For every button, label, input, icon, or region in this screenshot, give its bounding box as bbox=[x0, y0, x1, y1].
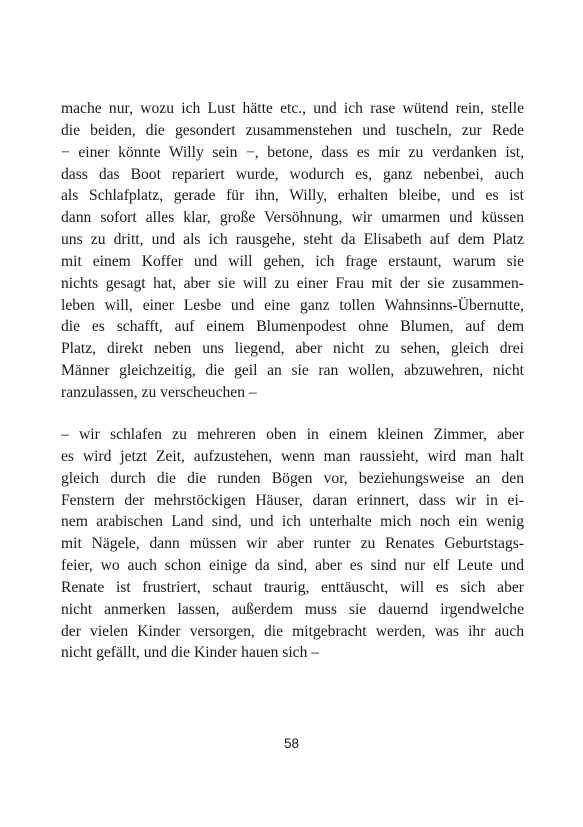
text-line: ranzulassen, zu verscheuchen – bbox=[61, 383, 257, 401]
text-line: feier, wo auch schon einige da sind, aber es sind nur elf Leute und bbox=[61, 557, 524, 575]
text-line: es wird jetzt Zeit, aufzustehen, wenn man raussieht, wird man halt bbox=[61, 447, 524, 465]
text-line: Fenstern der mehrstöckigen Häuser, daran erinnert, dass wir in ei- bbox=[61, 491, 524, 509]
text-line: dass das Boot repariert wurde, wodurch es, ganz nebenbei, auch bbox=[61, 165, 524, 183]
text-line: leben will, einer Lesbe und eine ganz tollen Wahnsinns-Übernutte, bbox=[61, 296, 524, 314]
text-line: Platz, direkt neben uns liegend, aber nicht zu sehen, gleich drei bbox=[61, 340, 524, 358]
text-line: nicht gefällt, und die Kinder hauen sich – bbox=[61, 644, 320, 662]
text-line: − einer könnte Willy sein −, betone, dass es mir zu verdanken ist, bbox=[61, 143, 524, 161]
text-line: mache nur, wozu ich Lust hätte etc., und ich rase wütend rein, stelle bbox=[61, 100, 524, 117]
text-line: mit Nägele, dann müssen wir aber runter zu Renates Geburtstags- bbox=[61, 535, 524, 553]
text-line: mit einem Koffer und will gehen, ich frage erstaunt, warum sie bbox=[61, 252, 524, 270]
text-line: gleich durch die die runden Bögen vor, beziehungsweise an den bbox=[61, 469, 524, 487]
text-line: als Schlafplatz, gerade für ihn, Willy, erhalten bleibe, und es ist bbox=[61, 187, 524, 205]
text-line: der vielen Kinder versorgen, die mitgebracht werden, was ihr auch bbox=[61, 622, 524, 640]
page-number: 58 bbox=[283, 736, 300, 751]
text-line: die es schafft, auf einem Blumenpodest ohne Blumen, auf dem bbox=[61, 318, 524, 336]
text-line: nem arabischen Land sind, und ich unterhalte mich noch ein wenig bbox=[61, 513, 524, 531]
text-line: nichts gesagt hat, aber sie will zu einer Frau mit der sie zusammen- bbox=[61, 274, 524, 292]
text-line: Männer gleichzeitig, die geil an sie ran wollen, abzuwehren, nicht bbox=[61, 362, 524, 380]
text-line: Renate ist frustriert, schaut traurig, enttäuscht, will es sich aber bbox=[61, 578, 524, 596]
paragraph-1 bbox=[61, 98, 524, 404]
text-line: uns zu dritt, und als ich rausgehe, steht da Elisabeth auf dem Platz bbox=[61, 231, 524, 249]
text-line: dann sofort alles klar, große Versöhnung, wir umarmen und küssen bbox=[61, 209, 524, 227]
text-line: – wir schlafen zu mehreren oben in einem kleinen Zimmer, aber bbox=[61, 426, 524, 443]
paragraph-2 bbox=[61, 424, 524, 664]
text-line: die beiden, die gesondert zusammenstehen und tuscheln, zur Rede bbox=[61, 121, 524, 139]
text-line: nicht anmerken lassen, außerdem muss sie dauernd irgendwelche bbox=[61, 600, 524, 618]
